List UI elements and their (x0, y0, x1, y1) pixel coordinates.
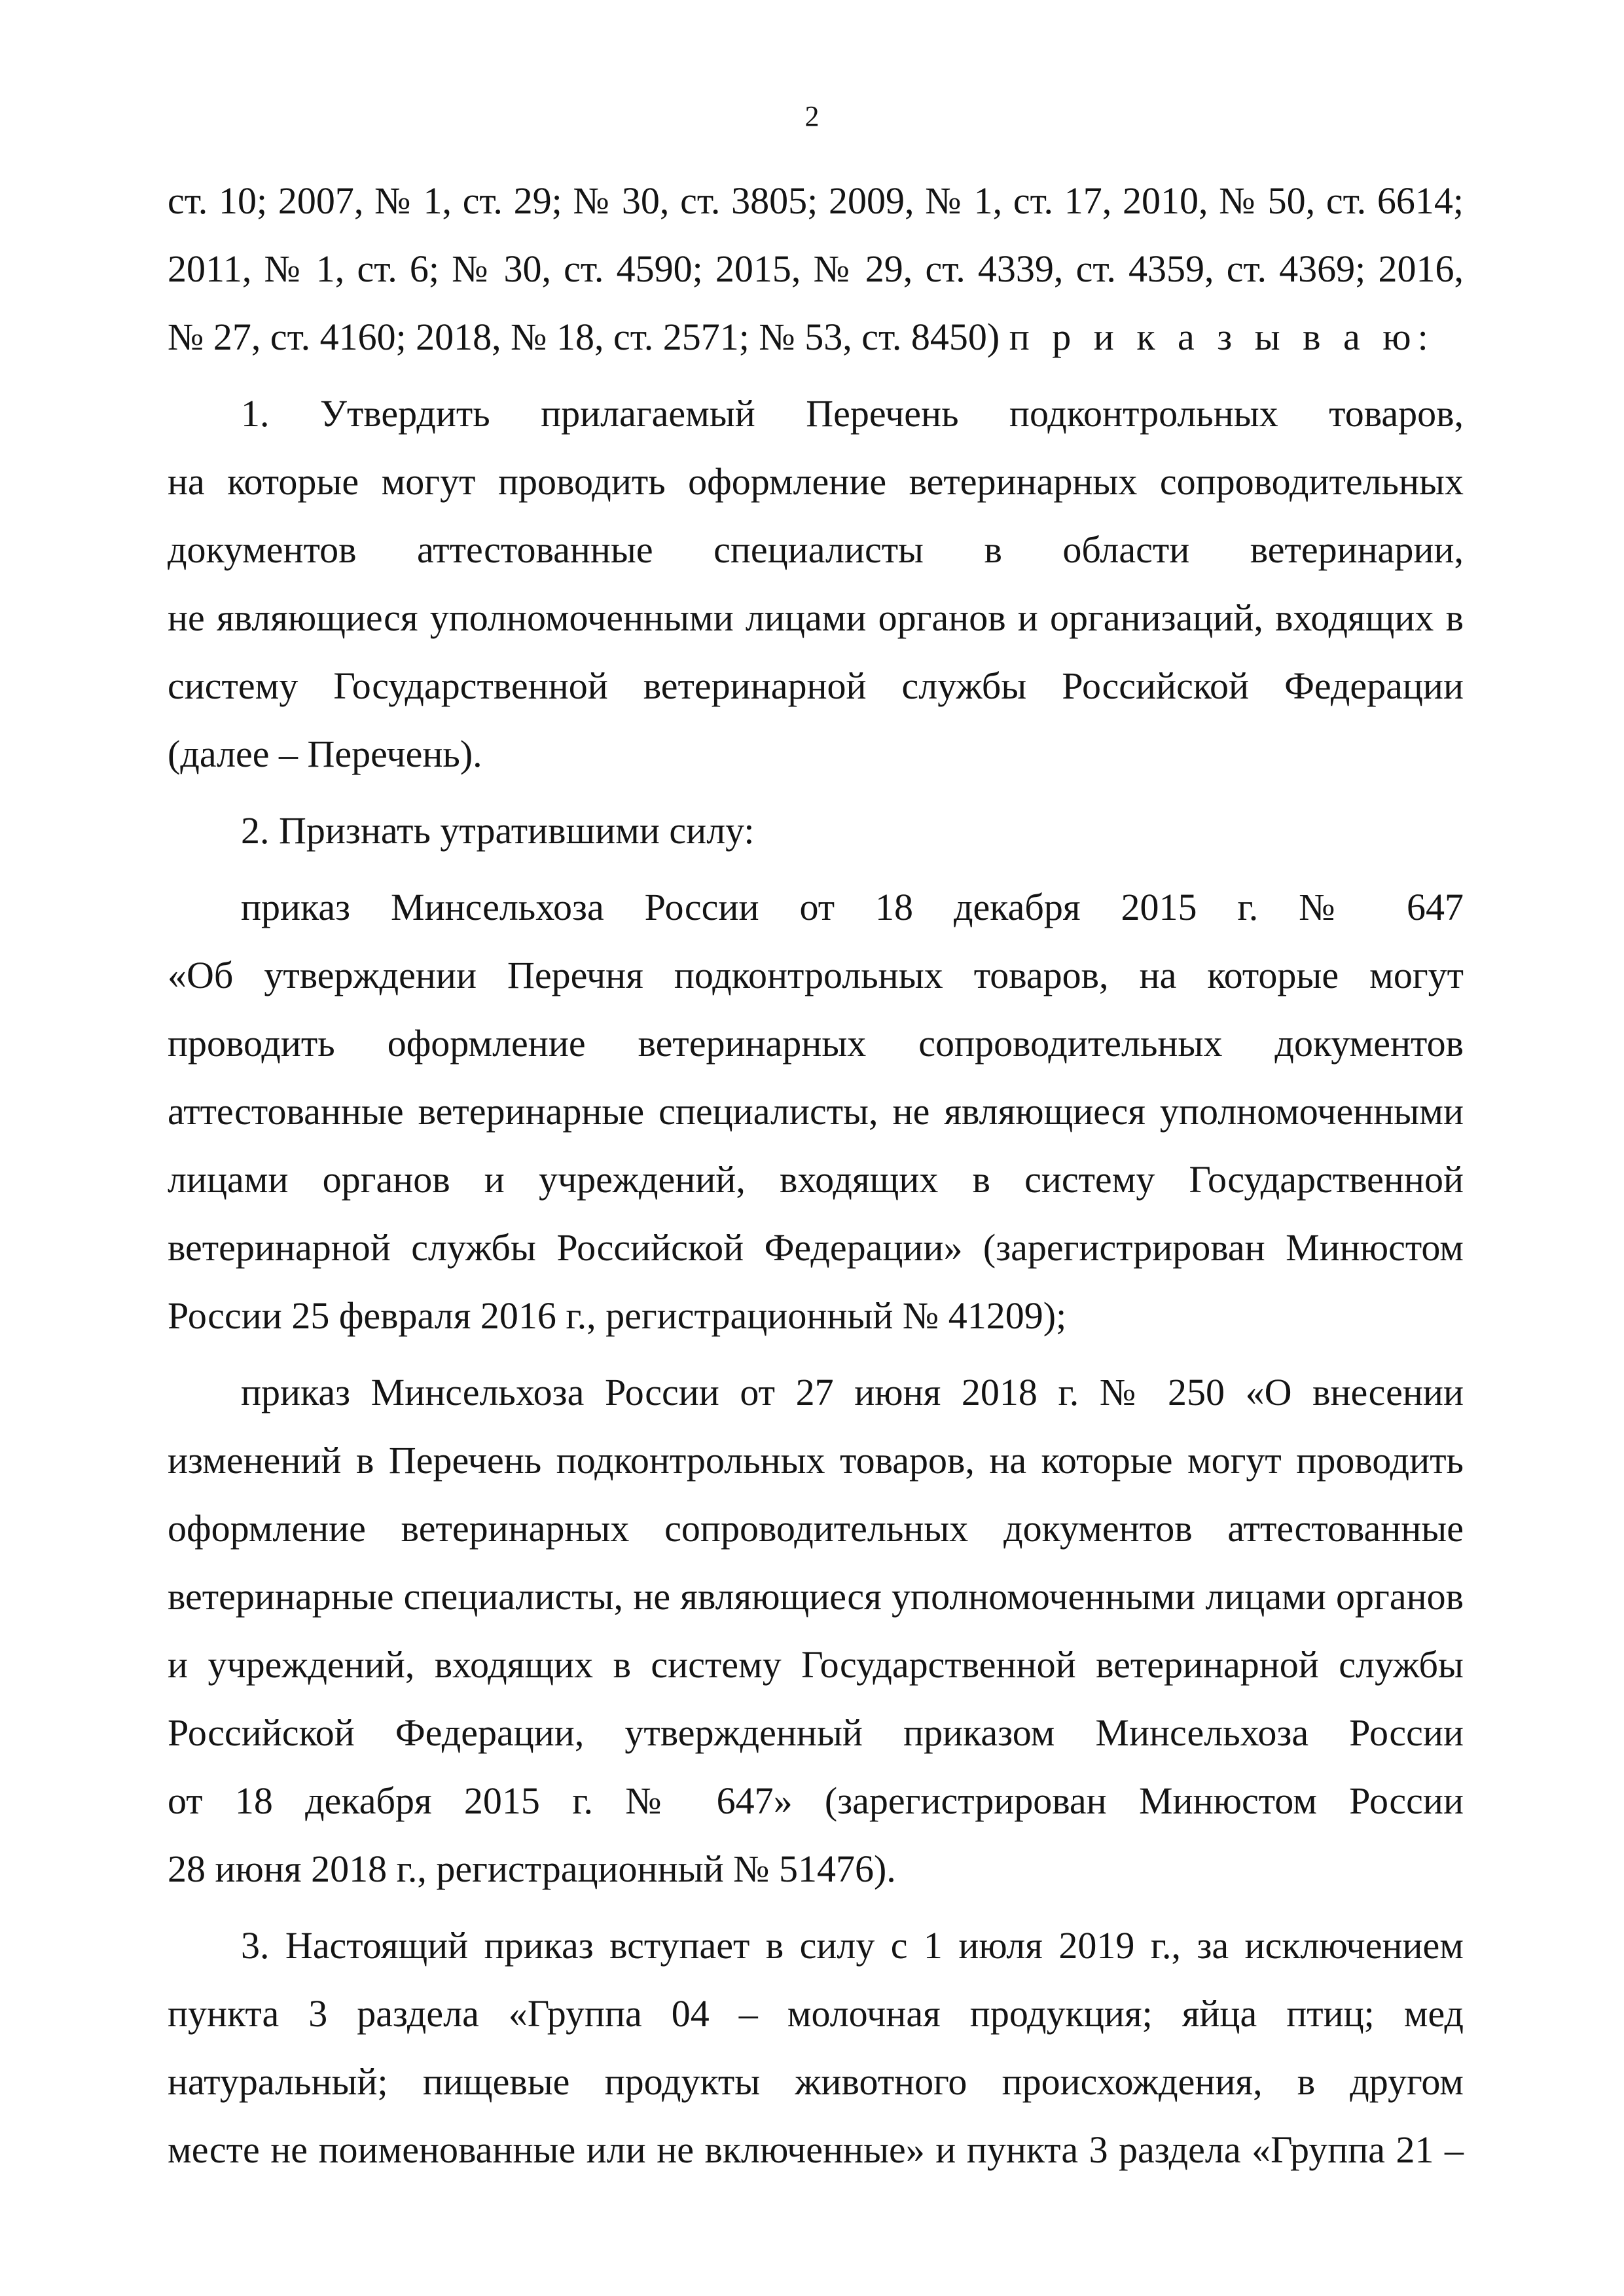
text-line (168, 303, 1464, 371)
page-number: 2 (804, 100, 820, 132)
paragraph-repeal-1 (168, 873, 1464, 1350)
text-line: 3. Настоящий приказ вступает в силу с 1 июля 2019 г., за исключением (241, 1924, 1464, 1967)
text-line: 1. Утвердить прилагаемый Перечень подконтрольных товаров, (241, 392, 1464, 435)
order-word: п р и к а з ы в а ю: (1009, 316, 1435, 358)
text-line: месте не поименованные или не включенные» и пункта 3 раздела «Группа 21 – (168, 2128, 1464, 2171)
text-line: «Об утверждении Перечня подконтрольных товаров, на которые могут (168, 954, 1464, 996)
text-line: 2. Признать утратившими силу: (241, 809, 755, 852)
paragraph-point-2 (168, 797, 1464, 865)
text-line: аттестованные ветеринарные специалисты, не являющиеся уполномоченными (168, 1090, 1464, 1133)
document-body (168, 167, 1464, 2184)
text-line: изменений в Перечень подконтрольных товаров, на которые могут проводить (168, 1439, 1464, 1482)
text-fragment: № 27, ст. 4160; 2018, № 18, ст. 2571; № 53, ст. 8450) (168, 316, 1000, 358)
text-line: 2011, № 1, ст. 6; № 30, ст. 4590; 2015, № 29, ст. 4339, ст. 4359, ст. 4369; 2016, (168, 247, 1464, 290)
text-line: приказ Минсельхоза России от 27 июня 2018 г. № 250 «О внесении (241, 1371, 1464, 1413)
text-line: оформление ветеринарных сопроводительных документов аттестованные (168, 1507, 1464, 1550)
paragraph-point-1 (168, 380, 1464, 788)
text-line: документов аттестованные специалисты в области ветеринарии, (168, 528, 1464, 571)
paragraph-point-3 (168, 1912, 1464, 2184)
text-line: Российской Федерации, утвержденный приказом Минсельхоза России (168, 1711, 1464, 1754)
text-line: и учреждений, входящих в систему Государственной ветеринарной службы (168, 1643, 1464, 1686)
text-line: пункта 3 раздела «Группа 04 – молочная продукция; яйца птиц; мед (168, 1992, 1464, 2035)
text-line: натуральный; пищевые продукты животного происхождения, в другом (168, 2060, 1464, 2103)
paragraph-repeal-2 (168, 1358, 1464, 1903)
text-line: не являющиеся уполномоченными лицами органов и организаций, входящих в (168, 596, 1464, 639)
paragraph-intro (168, 167, 1464, 371)
text-line: 28 июня 2018 г., регистрационный № 51476). (168, 1848, 896, 1890)
text-line: от 18 декабря 2015 г. № 647» (зарегистрирован Минюстом России (168, 1779, 1464, 1822)
text-line: приказ Минсельхоза России от 18 декабря 2015 г. № 647 (241, 886, 1464, 928)
text-line: (далее – Перечень). (168, 733, 482, 775)
text-line: проводить оформление ветеринарных сопроводительных документов (168, 1022, 1464, 1065)
text-line: России 25 февраля 2016 г., регистрационный № 41209); (168, 1294, 1067, 1337)
text-line: систему Государственной ветеринарной службы Российской Федерации (168, 665, 1464, 707)
text-line: ветеринарной службы Российской Федерации» (зарегистрирован Минюстом (168, 1226, 1464, 1269)
text-line: ст. 10; 2007, № 1, ст. 29; № 30, ст. 3805; 2009, № 1, ст. 17, 2010, № 50, ст. 6614; (168, 179, 1464, 222)
text-line: лицами органов и учреждений, входящих в систему Государственной (168, 1158, 1464, 1201)
text-line: на которые могут проводить оформление ветеринарных сопроводительных (168, 460, 1464, 503)
text-line: ветеринарные специалисты, не являющиеся уполномоченными лицами органов (168, 1575, 1464, 1618)
